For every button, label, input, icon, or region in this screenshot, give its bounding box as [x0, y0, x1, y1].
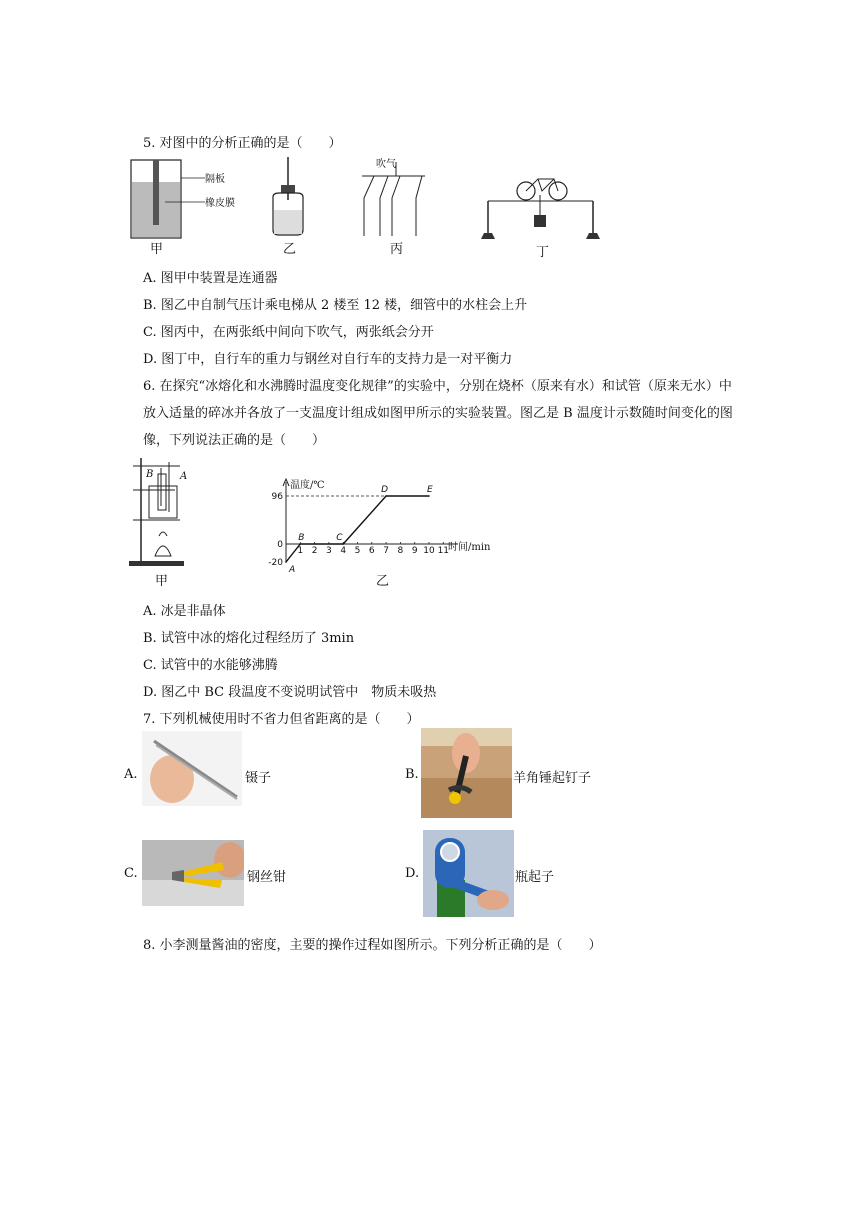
chart-x-tick-label: 6 [368, 546, 375, 556]
chart-point [300, 543, 302, 545]
chart-point-label: B [298, 533, 305, 543]
label-xiangpimo: 橡皮膜 [205, 198, 235, 209]
chart-x-tick-label: 7 [383, 546, 389, 556]
q5-figure-ding [478, 165, 603, 245]
chart-y-tick-label: 0 [277, 540, 283, 550]
wire-pliers-image [142, 840, 244, 906]
chart-point-label: D [381, 485, 389, 495]
chart-point [342, 543, 344, 545]
chart-point [385, 495, 387, 497]
label-q6-yi: 乙 [376, 574, 390, 589]
chart-x-tick-label: 4 [340, 546, 347, 556]
chart-point-label: C [336, 533, 343, 543]
q5-option-a: A. 图甲中装置是连通器 [143, 271, 278, 286]
chart-ylabel: 温度/℃ [290, 480, 325, 491]
label-q6-jia: 甲 [155, 574, 169, 589]
chart-x-tick-label: 11 [437, 546, 450, 556]
chart-y-tick-label: 96 [271, 492, 283, 502]
q8-stem: 8. 小李测量酱油的密度，主要的操作过程如图所示。下列分析正确的是（ ） [143, 938, 602, 953]
q7-option-d-letter: D. [405, 866, 420, 881]
q6-stem-line2: 放入适量的碎冰并各放了一支温度计组成如图甲所示的实验装置。图乙是 B 温度计示数随时间变化的图 [143, 406, 733, 421]
q5-figure-bing [360, 158, 435, 243]
chart-x-tick-label: 3 [326, 546, 332, 556]
chart-x-tick-label: 5 [354, 546, 361, 556]
chart-point [428, 495, 430, 497]
q7-option-d-name: 瓶起子 [515, 870, 555, 885]
q5-option-b: B. 图乙中自制气压计乘电梯从 2 楼至 12 楼，细管中的水柱会上升 [143, 298, 528, 313]
tweezers-image [142, 731, 242, 806]
claw-hammer-image [421, 728, 512, 818]
chart-point [285, 561, 287, 563]
chart-x-tick-label: 1 [297, 546, 304, 556]
bottle-opener-image [423, 830, 514, 917]
q6-stem-line3: 像，下列说法正确的是（ ） [143, 433, 326, 448]
chart-x-tick-label: 8 [397, 546, 404, 556]
chart-x-tick-label: 10 [423, 546, 435, 556]
q6-option-c: C. 试管中的水能够沸腾 [143, 658, 278, 673]
label-gebang: 隔板 [205, 174, 225, 185]
q6-option-d: D. 图乙中 BC 段温度不变说明试管中 物质未吸热 [143, 685, 437, 700]
chart-point-label: E [427, 485, 433, 495]
q6-stem-line1: 6. 在探究“冰熔化和水沸腾时温度变化规律”的实验中，分别在烧杯（原来有水）和试管（原来无水）中 [143, 379, 732, 394]
label-jia: 甲 [150, 242, 164, 257]
q5-option-c: C. 图丙中，在两张纸中间向下吹气，两张纸会分开 [143, 325, 434, 340]
chart-y-tick-label: -20 [268, 558, 283, 568]
q5-stem: 5. 对图中的分析正确的是（ ） [143, 136, 342, 151]
q7-stem: 7. 下列机械使用时不省力但省距离的是（ ） [143, 712, 420, 727]
q7-option-a-name: 镊子 [245, 771, 272, 786]
q7-option-c-letter: C. [124, 866, 138, 881]
label-ding: 丁 [536, 245, 550, 260]
chart-xlabel: 时间/min [448, 542, 491, 553]
label-yi: 乙 [283, 242, 297, 257]
chart-x-tick-label: 9 [411, 546, 418, 556]
label-chuiqi: 吹气 [376, 159, 396, 170]
q7-option-a-letter: A. [124, 767, 138, 782]
q7-option-b-letter: B. [405, 767, 419, 782]
q5-figure-yi [265, 155, 315, 240]
q7-option-c-name: 钢丝钳 [247, 870, 287, 885]
chart-point-label: A [289, 565, 296, 574]
q6-option-a: A. 冰是非晶体 [143, 604, 226, 619]
q6-option-b: B. 试管中冰的熔化过程经历了 3min [143, 631, 355, 646]
label-bing: 丙 [390, 242, 404, 257]
label-thermometer-a: A [180, 471, 188, 482]
q7-option-b-name: 羊角锤起钉子 [513, 771, 592, 786]
label-thermometer-b: B [146, 469, 154, 480]
chart-x-tick-label: 2 [311, 546, 318, 556]
q5-option-d: D. 图丁中，自行车的重力与钢丝对自行车的支持力是一对平衡力 [143, 352, 513, 367]
